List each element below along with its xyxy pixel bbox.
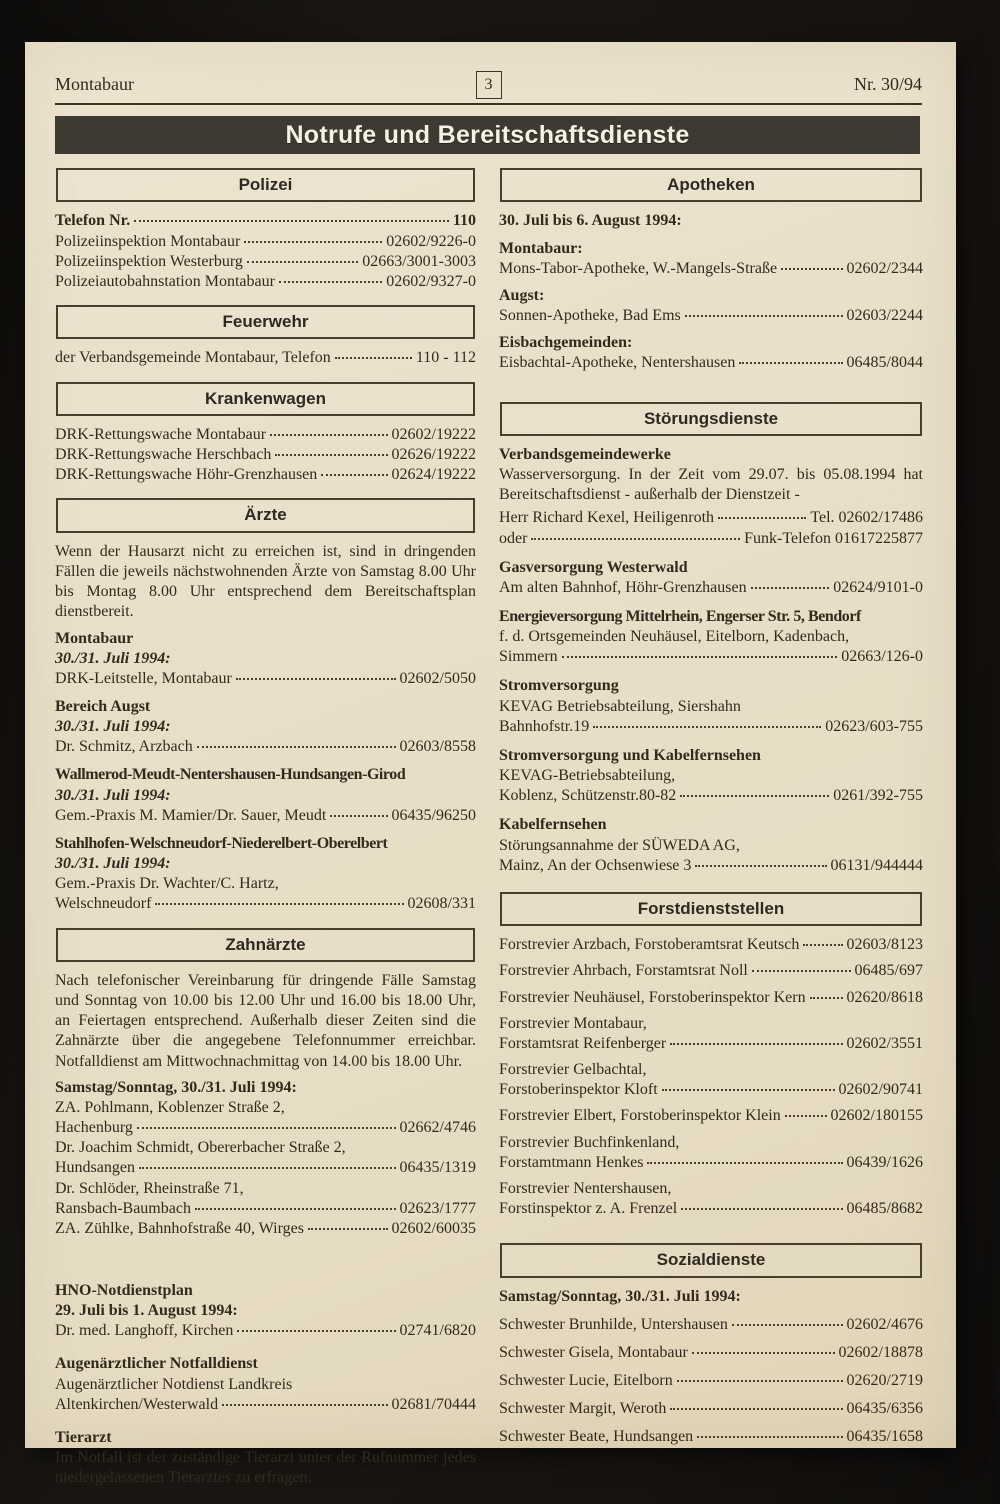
entry-label: Schwester Margit, Weroth (499, 1400, 667, 1418)
polizei-list (55, 211, 476, 292)
entry-number: 02602/60035 (391, 1219, 476, 1237)
entry-label: DRK-Rettungswache Herschbach (55, 446, 272, 464)
entry-number: 110 - 112 (415, 349, 476, 367)
directory-row (55, 272, 476, 292)
apotheken-group (499, 333, 923, 373)
entry-label: Forstoberinspektor Kloft (499, 1081, 658, 1099)
dotted-leader (137, 1127, 396, 1129)
page-number-box: 3 (476, 71, 502, 99)
directory-row (499, 935, 923, 955)
entry-label: DRK-Rettungswache Montabaur (55, 426, 267, 443)
group-heading: Stromversorgung und Kabelfernsehen (499, 746, 761, 764)
dotted-leader (593, 726, 821, 728)
aerzte-intro: Wenn der Hausarzt nicht zu erreichen ist, sind in dringenden Fällen die jeweils nächstwohnenden Ärzte von Samstag 8.00 Uhr bis Montag 8.00 Uhr entsprechend dem Bereitschaftsplan dienstbereit. (55, 542, 476, 621)
dotted-leader (237, 1330, 395, 1332)
apotheken-group (499, 239, 923, 279)
dotted-leader (695, 865, 826, 867)
dotted-leader (562, 656, 838, 658)
group-date: 30./31. Juli 1994: (55, 855, 171, 873)
aerzte-group (55, 765, 476, 825)
directory-row (499, 961, 923, 981)
aerzte-group (55, 834, 476, 915)
directory-row (55, 232, 476, 252)
entry-number: 02608/331 (407, 895, 476, 913)
right-column (499, 168, 923, 1456)
entry-label: Schwester Lucie, Eitelborn (499, 1372, 673, 1390)
entry-label: Hundsangen (55, 1159, 135, 1177)
entry-number: 02603/8123 (846, 936, 923, 954)
entry-number: 06485/697 (854, 962, 923, 980)
directory-row (55, 1158, 476, 1178)
group-date: 30./31. Juli 1994: (55, 649, 171, 667)
newspaper-page (25, 42, 956, 1487)
entry-number: 06435/6356 (846, 1400, 923, 1418)
directory-row (55, 1395, 476, 1415)
directory-row (55, 1118, 476, 1138)
directory-row (499, 1034, 923, 1054)
header-community: Montabaur (55, 74, 134, 94)
dotted-leader (681, 1208, 842, 1210)
entry-number: 0261/392-755 (833, 787, 923, 805)
dotted-leader (134, 220, 449, 222)
directory-row (55, 1219, 476, 1239)
directory-row (499, 1399, 923, 1419)
zahnaerzte-intro: Nach telefonischer Vereinbarung für dringende Fälle Samstag und Sonntag von 10.00 bis 12.00 Uhr und 16.00 bis 18.00 Uhr, an Feiertagen entsprechend. Außerhalb dieser Zeiten sind die Zahnärzte über die angegebene Telefonnummer erreichbar. Notfalldienst am Mittwochnachmittag von 14.00 bis 18.00 Uhr. (55, 971, 476, 1070)
zahnaerzte-list (55, 1098, 476, 1239)
dotted-leader (335, 357, 412, 359)
group-heading: Montabaur (55, 629, 134, 647)
group-heading: Verbandsgemeindewerke (499, 445, 671, 463)
group-heading: Tierarzt (55, 1428, 112, 1446)
group-heading: Bereich Augst (55, 697, 151, 715)
entry-number: 02741/6820 (399, 1322, 476, 1340)
section-title-apotheken: Apotheken (500, 168, 922, 202)
left-column (55, 168, 476, 1496)
dotted-leader (531, 538, 740, 540)
directory-row (55, 1199, 476, 1219)
directory-row (499, 1199, 923, 1219)
entry-label: Forstrevier Neuhäusel, Forstoberinspektor Kern (499, 988, 806, 1006)
stoerung-group (499, 746, 923, 806)
dotted-leader (803, 944, 842, 946)
entry-pre-line: KEVAG Betriebsabteilung, Siershahn (499, 697, 741, 715)
header-issue: Nr. 30/94 (853, 74, 922, 94)
section-title-zahnaerzte: Zahnärzte (56, 928, 475, 962)
directory-row (499, 717, 923, 737)
entry-label: Altenkirchen/Westerwald (55, 1395, 219, 1413)
entry-pre-line: Forstrevier Montabaur, (499, 1014, 647, 1032)
directory-row (499, 647, 923, 667)
entry-label: Forstinspektor z. A. Frenzel (499, 1200, 678, 1217)
entry-label: Eisbachtal-Apotheke, Nentershausen (499, 354, 736, 372)
entry-pre-line: Forstrevier Nentershausen, (499, 1179, 672, 1197)
stoerung-group (499, 558, 923, 598)
directory-row (55, 1321, 476, 1341)
page-header (55, 74, 922, 105)
dotted-leader (670, 1043, 842, 1045)
dotted-leader (155, 903, 403, 905)
group-heading: Kabelfernsehen (499, 816, 607, 834)
entry-pre-line: ZA. Pohlmann, Koblenzer Straße 2, (55, 1098, 285, 1116)
dotted-leader (670, 1408, 842, 1410)
entry-number: 02663/3001-3003 (362, 252, 476, 270)
entry-label: Polizeiinspektion Westerburg (55, 252, 243, 270)
entry-number: 02624/19222 (391, 466, 476, 484)
dotted-leader (647, 1162, 842, 1164)
section-title-stoerungsdienste: Störungsdienste (500, 402, 922, 436)
entry-label: Polizeiautobahnstation Montabaur (55, 272, 275, 290)
entry-number: Funk-Telefon 01617225877 (744, 529, 923, 547)
forst-entry (499, 1060, 923, 1100)
dotted-leader (244, 241, 382, 243)
entry-number: 02602/180155 (830, 1107, 923, 1125)
stoerung-group (499, 445, 923, 549)
group-heading: Stahlhofen-Welschneudorf-Niederelbert-Oberelbert (55, 834, 388, 852)
entry-number: 02623/603-755 (825, 717, 923, 735)
entry-label: Forstamtsrat Reifenberger (499, 1034, 667, 1052)
entry-label: Forstrevier Ahrbach, Forstamtsrat Noll (499, 962, 748, 980)
tierarzt-text: Im Notfall ist der zuständige Tierarzt unter der Rufnummer jedes niedergelassenen Tierarztes zu erfragen. (55, 1449, 476, 1487)
directory-row (55, 669, 476, 689)
entry-number: 02663/126-0 (841, 648, 923, 666)
entry-pre-line: Dr. Schlöder, Rheinstraße 71, (55, 1179, 244, 1197)
entry-label: Mons-Tabor-Apotheke, W.-Mangels-Straße (499, 259, 778, 277)
group-heading: Energieversorgung Mittelrhein, Engerser Str. 5, Bendorf (499, 608, 861, 625)
dotted-leader (680, 795, 829, 797)
aerzte-group (55, 629, 476, 689)
entry-number: 02603/8558 (399, 738, 476, 756)
entry-number: 06131/944444 (830, 856, 923, 874)
entry-label: Bahnhofstr.19 (499, 717, 590, 735)
section-title-sozialdienste: Sozialdienste (500, 1243, 922, 1277)
augenarzt-block (55, 1354, 476, 1414)
entry-label: Dr. med. Langhoff, Kirchen (55, 1322, 234, 1340)
directory-row (499, 529, 923, 549)
entry-number: 02602/5050 (399, 669, 476, 687)
dotted-leader (751, 587, 830, 589)
section-title-forstdienststellen: Forstdienststellen (500, 892, 922, 926)
entry-label: Telefon Nr. (55, 212, 131, 230)
section-title-polizei: Polizei (56, 168, 475, 202)
dotted-leader (275, 454, 387, 456)
aerzte-group (55, 697, 476, 757)
group-heading: Stromversorgung (499, 677, 619, 695)
entry-number: 02602/9327-0 (386, 272, 476, 290)
directory-row (499, 1106, 923, 1126)
dotted-leader (139, 1167, 396, 1169)
entry-label: Forstamtmann Henkes (499, 1153, 644, 1171)
entry-label: oder (499, 529, 528, 547)
directory-row (55, 445, 476, 465)
dotted-leader (279, 281, 382, 283)
title-banner: Notrufe und Bereitschaftsdienste (55, 116, 920, 154)
dotted-leader (321, 474, 387, 476)
entry-pre-line: KEVAG-Betriebsabteilung, (499, 767, 676, 785)
dotted-leader (697, 1436, 842, 1438)
entry-pre-line: Gem.-Praxis Dr. Wachter/C. Hartz, (55, 875, 279, 893)
directory-row (499, 988, 923, 1008)
dotted-leader (247, 261, 358, 263)
dotted-leader (662, 1089, 835, 1091)
entry-label: Mainz, An der Ochsenwiese 3 (499, 856, 692, 874)
forst-section (499, 892, 923, 1219)
section-title-aerzte: Ärzte (56, 498, 475, 532)
group-heading: Wallmerod-Meudt-Nentershausen-Hundsangen-Girod (55, 766, 406, 784)
entry-number: 02602/3551 (846, 1034, 923, 1052)
entry-number: 02620/8618 (846, 988, 923, 1006)
directory-row (499, 508, 923, 528)
directory-row (499, 1427, 923, 1447)
entry-number: 02602/2344 (846, 259, 923, 277)
zahnaerzte-date-heading: Samstag/Sonntag, 30./31. Juli 1994: (55, 1078, 297, 1096)
entry-number: 06435/1658 (846, 1428, 923, 1446)
directory-row (499, 1343, 923, 1363)
directory-row (499, 353, 923, 373)
entry-number: 02626/19222 (391, 446, 476, 464)
group-heading: HNO-Notdienstplan (55, 1281, 193, 1299)
dotted-leader (270, 434, 387, 436)
directory-row (499, 1080, 923, 1100)
section-title-krankenwagen: Krankenwagen (56, 382, 475, 416)
entry-label: Schwester Beate, Hundsangen (499, 1428, 694, 1446)
group-heading: Montabaur: (499, 239, 583, 257)
entry-pre-line: Störungsannahme der SÜWEDA AG, (499, 836, 740, 854)
entry-number: 02624/9101-0 (833, 578, 923, 596)
dotted-leader (236, 678, 396, 680)
entry-number: 02602/90741 (838, 1081, 923, 1099)
group-heading: Augenärztlicher Notfalldienst (55, 1355, 258, 1373)
group-heading: Augst: (499, 286, 545, 304)
dotted-leader (685, 315, 843, 317)
directory-row (55, 894, 476, 914)
entry-label: Schwester Gisela, Montabaur (499, 1343, 688, 1361)
entry-number: 02620/2719 (846, 1372, 923, 1390)
entry-number: 02602/9226-0 (386, 232, 476, 250)
dotted-leader (330, 815, 387, 817)
group-heading: Gasversorgung Westerwald (499, 558, 688, 576)
directory-row (55, 737, 476, 757)
entry-label: der Verbandsgemeinde Montabaur, Telefon (55, 349, 331, 367)
entry-number: 110 (452, 212, 476, 230)
entry-label: Schwester Brunhilde, Untershausen (499, 1315, 728, 1333)
directory-row (499, 1153, 923, 1173)
entry-number: 02681/70444 (391, 1395, 476, 1413)
dotted-leader (308, 1228, 388, 1230)
entry-label: Forstrevier Arzbach, Forstoberamtsrat Keutsch (499, 936, 800, 954)
directory-row (499, 259, 923, 279)
entry-label: DRK-Rettungswache Höhr-Grenzhausen (55, 466, 318, 484)
dotted-leader (752, 970, 851, 972)
group-date: 30./31. Juli 1994: (55, 786, 171, 804)
directory-row (499, 786, 923, 806)
entry-label: Ransbach-Baumbach (55, 1199, 191, 1217)
group-date: 29. Juli bis 1. August 1994: (55, 1302, 238, 1320)
directory-row (499, 306, 923, 326)
entry-label: Herr Richard Kexel, Heiligenroth (499, 509, 715, 527)
entry-label: Gem.-Praxis M. Mamier/Dr. Sauer, Meudt (55, 806, 327, 824)
dotted-leader (222, 1404, 387, 1406)
tierarzt-block (55, 1428, 476, 1488)
entry-number: 02602/19222 (391, 426, 476, 443)
apotheken-group (499, 286, 923, 326)
entry-label: Welschneudorf (55, 895, 152, 913)
directory-row (499, 1371, 923, 1391)
entry-label: Polizeiinspektion Montabaur (55, 232, 241, 250)
entry-label: Simmern (499, 648, 558, 666)
dotted-leader (677, 1380, 843, 1382)
entry-number: 06435/1319 (399, 1159, 476, 1177)
dotted-leader (781, 268, 842, 270)
entry-number: 02602/18878 (838, 1343, 923, 1361)
directory-row (55, 252, 476, 272)
directory-row (55, 348, 476, 368)
krankenwagen-list (55, 425, 476, 485)
forst-entry (499, 1133, 923, 1173)
entry-pre-line: Dr. Joachim Schmidt, Obererbacher Straße 2, (55, 1139, 346, 1157)
directory-row (55, 211, 476, 231)
entry-label: Hachenburg (55, 1119, 133, 1137)
entry-label: Forstrevier Elbert, Forstoberinspektor Klein (499, 1107, 781, 1125)
entry-number: 02623/1777 (399, 1199, 476, 1217)
entry-label: Am alten Bahnhof, Höhr-Grenzhausen (499, 578, 747, 596)
group-heading: Eisbachgemeinden: (499, 334, 633, 352)
entry-pre-line: Forstrevier Gelbachtal, (499, 1061, 647, 1079)
apotheken-date-heading: 30. Juli bis 6. August 1994: (499, 212, 682, 230)
dotted-leader (692, 1352, 835, 1354)
forst-entry (499, 1179, 923, 1219)
dotted-leader (810, 997, 843, 999)
dotted-leader (718, 517, 806, 519)
entry-number: 06439/1626 (846, 1153, 923, 1171)
entry-number: 02662/4746 (399, 1119, 476, 1137)
dotted-leader (195, 1208, 396, 1210)
dotted-leader (732, 1324, 843, 1326)
directory-row (499, 578, 923, 598)
forst-entry (499, 1014, 923, 1054)
dotted-leader (739, 362, 842, 364)
entry-label: DRK-Leitstelle, Montabaur (55, 669, 232, 687)
dotted-leader (785, 1115, 827, 1117)
entry-number: 02603/2244 (846, 307, 923, 325)
entry-number: 06485/8682 (846, 1200, 923, 1217)
hno-block (55, 1281, 476, 1341)
stoerung-group (499, 815, 923, 875)
sozial-date-heading: Samstag/Sonntag, 30./31. Juli 1994: (499, 1287, 741, 1305)
sozial-section (499, 1243, 923, 1447)
entry-number: 06485/8044 (846, 354, 923, 372)
entry-label: Dr. Schmitz, Arzbach (55, 738, 193, 756)
entry-pre-line: Augenärztlicher Notdienst Landkreis (55, 1375, 293, 1393)
entry-pre-line: f. d. Ortsgemeinden Neuhäusel, Eitelborn, Kadenbach, (499, 628, 850, 646)
entry-pre-line: Forstrevier Buchfinkenland, (499, 1133, 680, 1151)
entry-number: 06435/96250 (391, 806, 476, 824)
directory-row (499, 856, 923, 876)
entry-number: Tel. 02602/17486 (810, 509, 923, 527)
group-date: 30./31. Juli 1994: (55, 718, 171, 736)
group-text: Wasserversorgung. In der Zeit vom 29.07. bis 05.08.1994 hat Bereitschaftsdienst - außerhalb der Dienstzeit - (499, 466, 923, 504)
entry-label: ZA. Zühlke, Bahnhofstraße 40, Wirges (55, 1219, 304, 1237)
directory-row (499, 1315, 923, 1335)
entry-label: Sonnen-Apotheke, Bad Ems (499, 307, 681, 325)
entry-label: Koblenz, Schützenstr.80-82 (499, 787, 677, 805)
section-title-feuerwehr: Feuerwehr (56, 305, 475, 339)
directory-row (55, 465, 476, 485)
directory-row (55, 806, 476, 826)
dotted-leader (197, 746, 396, 748)
stoerung-group (499, 676, 923, 736)
entry-number: 02602/4676 (846, 1315, 923, 1333)
stoerung-group (499, 607, 923, 667)
directory-row (55, 425, 476, 445)
